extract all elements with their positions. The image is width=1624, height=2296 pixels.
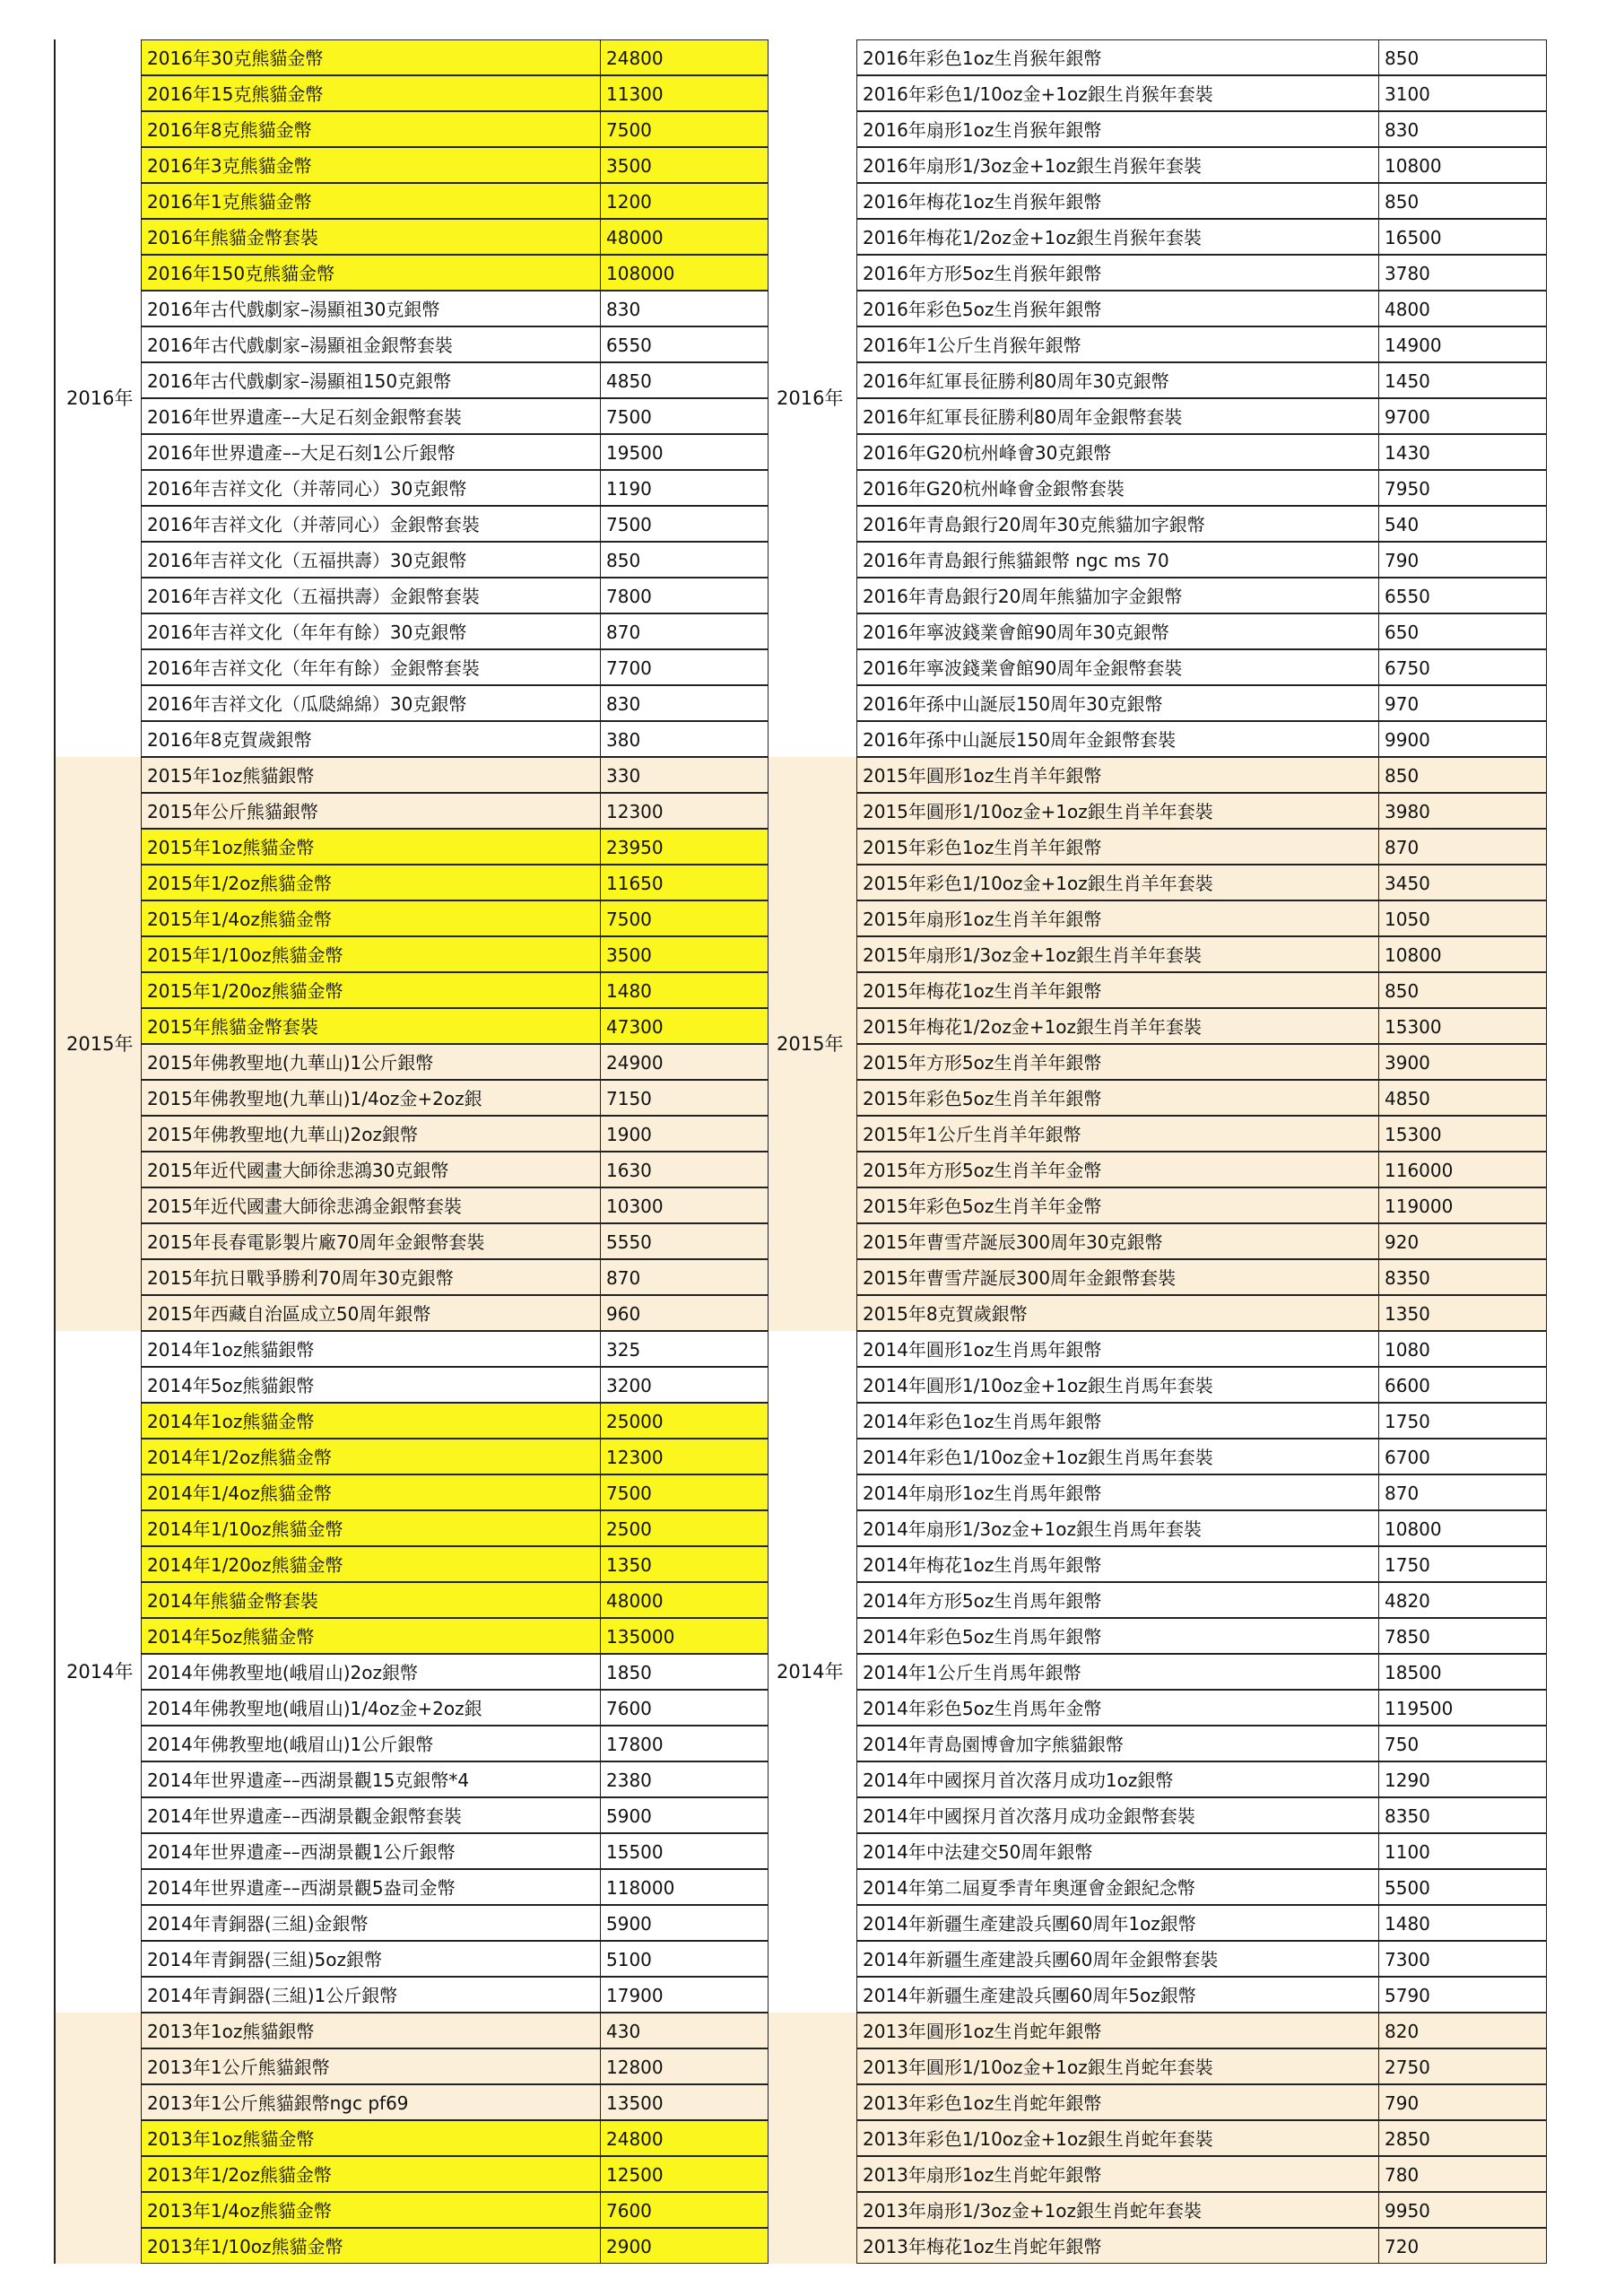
item-name: 2016年吉祥文化（五福拱壽）金銀幣套裝 bbox=[141, 578, 601, 613]
item-price: 5900 bbox=[600, 1905, 769, 1941]
item-name: 2015年1oz熊貓銀幣 bbox=[141, 757, 601, 793]
item-price: 7300 bbox=[1378, 1941, 1547, 1977]
item-name: 2015年彩色1oz生肖羊年銀幣 bbox=[856, 829, 1379, 865]
item-name: 2015年近代國畫大師徐悲鴻30克銀幣 bbox=[141, 1152, 601, 1187]
item-price: 1450 bbox=[1378, 362, 1547, 398]
item-name: 2014年中國探月首次落月成功金銀幣套裝 bbox=[856, 1797, 1379, 1833]
item-name: 2014年5oz熊貓銀幣 bbox=[141, 1367, 601, 1403]
item-price: 830 bbox=[600, 291, 769, 326]
item-price: 11300 bbox=[600, 75, 769, 111]
item-name: 2014年新疆生產建設兵團60周年1oz銀幣 bbox=[856, 1905, 1379, 1941]
item-price: 1480 bbox=[1378, 1905, 1547, 1941]
item-name: 2014年中國探月首次落月成功1oz銀幣 bbox=[856, 1761, 1379, 1797]
item-price: 8350 bbox=[1378, 1259, 1547, 1295]
item-price: 5100 bbox=[600, 1941, 769, 1977]
item-name: 2014年彩色5oz生肖馬年銀幣 bbox=[856, 1618, 1379, 1654]
item-price: 1350 bbox=[1378, 1295, 1547, 1331]
item-price: 1200 bbox=[600, 183, 769, 219]
item-price: 7150 bbox=[600, 1080, 769, 1116]
item-price: 5500 bbox=[1378, 1869, 1547, 1905]
item-price: 650 bbox=[1378, 613, 1547, 649]
item-price: 1050 bbox=[1378, 900, 1547, 936]
item-price: 4850 bbox=[1378, 1080, 1547, 1116]
item-name: 2016年方形5oz生肖猴年銀幣 bbox=[856, 255, 1379, 291]
item-name: 2016年孫中山誕辰150周年金銀幣套裝 bbox=[856, 721, 1379, 757]
item-name: 2016年150克熊貓金幣 bbox=[141, 255, 601, 291]
item-name: 2014年1/10oz熊貓金幣 bbox=[141, 1510, 601, 1546]
item-price: 3500 bbox=[600, 936, 769, 972]
item-price: 12300 bbox=[600, 1439, 769, 1474]
item-price: 1900 bbox=[600, 1116, 769, 1152]
item-price: 3450 bbox=[1378, 865, 1547, 900]
item-price: 830 bbox=[600, 685, 769, 721]
item-name: 2015年圓形1oz生肖羊年銀幣 bbox=[856, 757, 1379, 793]
item-name: 2016年扇形1oz生肖猴年銀幣 bbox=[856, 111, 1379, 147]
item-name: 2013年彩色1oz生肖蛇年銀幣 bbox=[856, 2084, 1379, 2120]
item-name: 2014年方形5oz生肖馬年銀幣 bbox=[856, 1582, 1379, 1618]
item-price: 118000 bbox=[600, 1869, 769, 1905]
item-name: 2015年扇形1/3oz金+1oz銀生肖羊年套裝 bbox=[856, 936, 1379, 972]
item-name: 2016年寧波錢業會館90周年金銀幣套裝 bbox=[856, 649, 1379, 685]
item-price: 1750 bbox=[1378, 1546, 1547, 1582]
year-band-left bbox=[54, 2013, 141, 2264]
item-name: 2016年吉祥文化（年年有餘）30克銀幣 bbox=[141, 613, 601, 649]
item-name: 2014年世界遺產––西湖景觀1公斤銀幣 bbox=[141, 1833, 601, 1869]
item-price: 3780 bbox=[1378, 255, 1547, 291]
item-name: 2016年梅花1/2oz金+1oz銀生肖猴年套裝 bbox=[856, 219, 1379, 255]
item-name: 2014年新疆生產建設兵團60周年金銀幣套裝 bbox=[856, 1941, 1379, 1977]
item-price: 14900 bbox=[1378, 326, 1547, 362]
item-name: 2015年公斤熊貓銀幣 bbox=[141, 793, 601, 829]
item-price: 7500 bbox=[600, 1474, 769, 1510]
item-price: 830 bbox=[1378, 111, 1547, 147]
item-name: 2016年G20杭州峰會30克銀幣 bbox=[856, 434, 1379, 470]
item-name: 2015年熊貓金幣套裝 bbox=[141, 1008, 601, 1044]
item-name: 2013年1/4oz熊貓金幣 bbox=[141, 2192, 601, 2228]
item-price: 24900 bbox=[600, 1044, 769, 1080]
item-name: 2016年1克熊貓金幣 bbox=[141, 183, 601, 219]
item-price: 9900 bbox=[1378, 721, 1547, 757]
item-price: 9700 bbox=[1378, 398, 1547, 434]
item-name: 2015年梅花1oz生肖羊年銀幣 bbox=[856, 972, 1379, 1008]
item-name: 2014年青島園博會加字熊貓銀幣 bbox=[856, 1726, 1379, 1761]
item-name: 2014年1/4oz熊貓金幣 bbox=[141, 1474, 601, 1510]
item-price: 870 bbox=[600, 1259, 769, 1295]
item-name: 2016年1公斤生肖猴年銀幣 bbox=[856, 326, 1379, 362]
item-price: 10800 bbox=[1378, 1510, 1547, 1546]
item-name: 2015年1/2oz熊貓金幣 bbox=[141, 865, 601, 900]
item-name: 2014年彩色1oz生肖馬年銀幣 bbox=[856, 1403, 1379, 1439]
item-price: 5550 bbox=[600, 1223, 769, 1259]
item-price: 7700 bbox=[600, 649, 769, 685]
item-price: 1480 bbox=[600, 972, 769, 1008]
item-name: 2013年扇形1/3oz金+1oz銀生肖蛇年套裝 bbox=[856, 2192, 1379, 2228]
item-price: 48000 bbox=[600, 219, 769, 255]
item-name: 2014年世界遺產––西湖景觀5盎司金幣 bbox=[141, 1869, 601, 1905]
item-name: 2016年彩色5oz生肖猴年銀幣 bbox=[856, 291, 1379, 326]
item-price: 970 bbox=[1378, 685, 1547, 721]
item-price: 3200 bbox=[600, 1367, 769, 1403]
item-price: 870 bbox=[600, 613, 769, 649]
item-name: 2016年彩色1/10oz金+1oz銀生肖猴年套裝 bbox=[856, 75, 1379, 111]
year-band-right bbox=[769, 2013, 856, 2264]
item-name: 2014年1公斤生肖馬年銀幣 bbox=[856, 1654, 1379, 1690]
item-name: 2014年中法建交50周年銀幣 bbox=[856, 1833, 1379, 1869]
item-name: 2015年方形5oz生肖羊年銀幣 bbox=[856, 1044, 1379, 1080]
item-name: 2015年圓形1/10oz金+1oz銀生肖羊年套裝 bbox=[856, 793, 1379, 829]
item-name: 2014年圓形1oz生肖馬年銀幣 bbox=[856, 1331, 1379, 1367]
item-price: 7500 bbox=[600, 900, 769, 936]
item-price: 48000 bbox=[600, 1582, 769, 1618]
item-price: 1290 bbox=[1378, 1761, 1547, 1797]
item-price: 3900 bbox=[1378, 1044, 1547, 1080]
item-name: 2014年5oz熊貓金幣 bbox=[141, 1618, 601, 1654]
item-price: 116000 bbox=[1378, 1152, 1547, 1187]
item-name: 2015年近代國畫大師徐悲鴻金銀幣套裝 bbox=[141, 1187, 601, 1223]
item-price: 16500 bbox=[1378, 219, 1547, 255]
item-name: 2016年30克熊貓金幣 bbox=[141, 39, 601, 75]
item-name: 2016年8克熊貓金幣 bbox=[141, 111, 601, 147]
item-name: 2013年1/10oz熊貓金幣 bbox=[141, 2228, 601, 2264]
item-name: 2013年圓形1oz生肖蛇年銀幣 bbox=[856, 2013, 1379, 2048]
item-name: 2014年佛教聖地(峨眉山)2oz銀幣 bbox=[141, 1654, 601, 1690]
item-name: 2016年青島銀行熊貓銀幣 ngc ms 70 bbox=[856, 542, 1379, 578]
year-label-right: 2014年 bbox=[777, 1661, 844, 1683]
item-name: 2015年西藏自治區成立50周年銀幣 bbox=[141, 1295, 601, 1331]
item-name: 2015年佛教聖地(九華山)2oz銀幣 bbox=[141, 1116, 601, 1152]
item-price: 10800 bbox=[1378, 936, 1547, 972]
item-price: 3500 bbox=[600, 147, 769, 183]
item-price: 7850 bbox=[1378, 1618, 1547, 1654]
item-name: 2013年彩色1/10oz金+1oz銀生肖蛇年套裝 bbox=[856, 2120, 1379, 2156]
item-name: 2014年1/20oz熊貓金幣 bbox=[141, 1546, 601, 1582]
item-price: 7600 bbox=[600, 1690, 769, 1726]
item-name: 2016年吉祥文化（年年有餘）金銀幣套裝 bbox=[141, 649, 601, 685]
item-price: 2380 bbox=[600, 1761, 769, 1797]
item-name: 2016年世界遺產––大足石刻金銀幣套裝 bbox=[141, 398, 601, 434]
item-name: 2015年佛教聖地(九華山)1公斤銀幣 bbox=[141, 1044, 601, 1080]
item-name: 2014年佛教聖地(峨眉山)1/4oz金+2oz銀 bbox=[141, 1690, 601, 1726]
item-price: 790 bbox=[1378, 2084, 1547, 2120]
item-name: 2015年曹雪芹誕辰300周年金銀幣套裝 bbox=[856, 1259, 1379, 1295]
year-label-left: 2015年 bbox=[66, 1033, 134, 1055]
item-name: 2015年1oz熊貓金幣 bbox=[141, 829, 601, 865]
item-price: 4800 bbox=[1378, 291, 1547, 326]
item-price: 1350 bbox=[600, 1546, 769, 1582]
year-label-right: 2016年 bbox=[777, 387, 844, 409]
item-price: 17800 bbox=[600, 1726, 769, 1761]
item-name: 2016年吉祥文化（并蒂同心）30克銀幣 bbox=[141, 470, 601, 506]
item-price: 3980 bbox=[1378, 793, 1547, 829]
item-price: 10800 bbox=[1378, 147, 1547, 183]
item-name: 2014年圓形1/10oz金+1oz銀生肖馬年套裝 bbox=[856, 1367, 1379, 1403]
item-price: 7800 bbox=[600, 578, 769, 613]
item-price: 960 bbox=[600, 1295, 769, 1331]
item-name: 2016年彩色1oz生肖猴年銀幣 bbox=[856, 39, 1379, 75]
item-price: 1100 bbox=[1378, 1833, 1547, 1869]
item-price: 850 bbox=[1378, 183, 1547, 219]
item-name: 2015年梅花1/2oz金+1oz銀生肖羊年套裝 bbox=[856, 1008, 1379, 1044]
item-price: 2850 bbox=[1378, 2120, 1547, 2156]
item-price: 920 bbox=[1378, 1223, 1547, 1259]
item-price: 23950 bbox=[600, 829, 769, 865]
item-name: 2013年1oz熊貓銀幣 bbox=[141, 2013, 601, 2048]
item-name: 2015年彩色5oz生肖羊年銀幣 bbox=[856, 1080, 1379, 1116]
item-name: 2014年扇形1/3oz金+1oz銀生肖馬年套裝 bbox=[856, 1510, 1379, 1546]
item-name: 2016年吉祥文化（瓜瓞綿綿）30克銀幣 bbox=[141, 685, 601, 721]
item-name: 2016年扇形1/3oz金+1oz銀生肖猴年套裝 bbox=[856, 147, 1379, 183]
item-price: 850 bbox=[1378, 972, 1547, 1008]
item-price: 108000 bbox=[600, 255, 769, 291]
item-price: 15300 bbox=[1378, 1008, 1547, 1044]
item-name: 2016年寧波錢業會館90周年30克銀幣 bbox=[856, 613, 1379, 649]
item-name: 2016年吉祥文化（五福拱壽）30克銀幣 bbox=[141, 542, 601, 578]
item-name: 2013年1oz熊貓金幣 bbox=[141, 2120, 601, 2156]
item-name: 2016年青島銀行20周年30克熊貓加字銀幣 bbox=[856, 506, 1379, 542]
item-price: 4850 bbox=[600, 362, 769, 398]
item-name: 2015年彩色5oz生肖羊年金幣 bbox=[856, 1187, 1379, 1223]
item-name: 2015年方形5oz生肖羊年金幣 bbox=[856, 1152, 1379, 1187]
item-price: 820 bbox=[1378, 2013, 1547, 2048]
item-price: 430 bbox=[600, 2013, 769, 2048]
item-price: 850 bbox=[1378, 757, 1547, 793]
item-price: 119500 bbox=[1378, 1690, 1547, 1726]
item-price: 2900 bbox=[600, 2228, 769, 2264]
item-name: 2014年世界遺產––西湖景觀15克銀幣*4 bbox=[141, 1761, 601, 1797]
item-price: 5900 bbox=[600, 1797, 769, 1833]
item-name: 2013年1公斤熊貓銀幣ngc pf69 bbox=[141, 2084, 601, 2120]
item-price: 13500 bbox=[600, 2084, 769, 2120]
item-name: 2015年佛教聖地(九華山)1/4oz金+2oz銀 bbox=[141, 1080, 601, 1116]
item-name: 2013年圓形1/10oz金+1oz銀生肖蛇年套裝 bbox=[856, 2048, 1379, 2084]
item-price: 1430 bbox=[1378, 434, 1547, 470]
item-price: 8350 bbox=[1378, 1797, 1547, 1833]
item-price: 6550 bbox=[600, 326, 769, 362]
item-name: 2016年紅軍長征勝利80周年30克銀幣 bbox=[856, 362, 1379, 398]
item-price: 6700 bbox=[1378, 1439, 1547, 1474]
item-price: 135000 bbox=[600, 1618, 769, 1654]
item-price: 15500 bbox=[600, 1833, 769, 1869]
item-price: 1630 bbox=[600, 1152, 769, 1187]
item-price: 1190 bbox=[600, 470, 769, 506]
item-price: 2750 bbox=[1378, 2048, 1547, 2084]
item-price: 12300 bbox=[600, 793, 769, 829]
item-name: 2016年古代戲劇家–湯顯祖150克銀幣 bbox=[141, 362, 601, 398]
item-name: 2014年熊貓金幣套裝 bbox=[141, 1582, 601, 1618]
item-price: 870 bbox=[1378, 829, 1547, 865]
item-price: 7600 bbox=[600, 2192, 769, 2228]
item-price: 2500 bbox=[600, 1510, 769, 1546]
item-price: 1750 bbox=[1378, 1403, 1547, 1439]
item-name: 2013年1公斤熊貓銀幣 bbox=[141, 2048, 601, 2084]
item-price: 7950 bbox=[1378, 470, 1547, 506]
year-label-left: 2016年 bbox=[66, 387, 134, 409]
item-price: 540 bbox=[1378, 506, 1547, 542]
item-price: 850 bbox=[1378, 39, 1547, 75]
item-price: 17900 bbox=[600, 1977, 769, 2013]
item-price: 9950 bbox=[1378, 2192, 1547, 2228]
item-price: 1850 bbox=[600, 1654, 769, 1690]
item-name: 2016年孫中山誕辰150周年30克銀幣 bbox=[856, 685, 1379, 721]
item-price: 7500 bbox=[600, 506, 769, 542]
item-name: 2016年梅花1oz生肖猴年銀幣 bbox=[856, 183, 1379, 219]
item-name: 2016年古代戲劇家–湯顯祖30克銀幣 bbox=[141, 291, 601, 326]
item-price: 6600 bbox=[1378, 1367, 1547, 1403]
item-name: 2014年第二屆夏季青年奧運會金銀紀念幣 bbox=[856, 1869, 1379, 1905]
item-name: 2016年紅軍長征勝利80周年金銀幣套裝 bbox=[856, 398, 1379, 434]
item-price: 850 bbox=[600, 542, 769, 578]
item-price: 6750 bbox=[1378, 649, 1547, 685]
item-price: 780 bbox=[1378, 2156, 1547, 2192]
item-name: 2014年1oz熊貓金幣 bbox=[141, 1403, 601, 1439]
item-name: 2015年扇形1oz生肖羊年銀幣 bbox=[856, 900, 1379, 936]
item-price: 720 bbox=[1378, 2228, 1547, 2264]
item-name: 2016年G20杭州峰會金銀幣套裝 bbox=[856, 470, 1379, 506]
item-name: 2016年3克熊貓金幣 bbox=[141, 147, 601, 183]
item-name: 2016年15克熊貓金幣 bbox=[141, 75, 601, 111]
item-name: 2014年扇形1oz生肖馬年銀幣 bbox=[856, 1474, 1379, 1510]
item-price: 11650 bbox=[600, 865, 769, 900]
item-price: 325 bbox=[600, 1331, 769, 1367]
item-price: 790 bbox=[1378, 542, 1547, 578]
item-price: 47300 bbox=[600, 1008, 769, 1044]
item-name: 2014年1/2oz熊貓金幣 bbox=[141, 1439, 601, 1474]
item-name: 2014年彩色1/10oz金+1oz銀生肖馬年套裝 bbox=[856, 1439, 1379, 1474]
item-name: 2014年彩色5oz生肖馬年金幣 bbox=[856, 1690, 1379, 1726]
item-name: 2016年吉祥文化（并蒂同心）金銀幣套裝 bbox=[141, 506, 601, 542]
item-price: 4820 bbox=[1378, 1582, 1547, 1618]
item-name: 2015年1/20oz熊貓金幣 bbox=[141, 972, 601, 1008]
item-price: 12800 bbox=[600, 2048, 769, 2084]
item-name: 2015年長春電影製片廠70周年金銀幣套裝 bbox=[141, 1223, 601, 1259]
item-name: 2015年曹雪芹誕辰300周年30克銀幣 bbox=[856, 1223, 1379, 1259]
item-name: 2015年1/4oz熊貓金幣 bbox=[141, 900, 601, 936]
item-name: 2015年抗日戰爭勝利70周年30克銀幣 bbox=[141, 1259, 601, 1295]
year-label-left: 2014年 bbox=[66, 1661, 134, 1683]
item-price: 6550 bbox=[1378, 578, 1547, 613]
item-name: 2014年青銅器(三組)5oz銀幣 bbox=[141, 1941, 601, 1977]
item-price: 3100 bbox=[1378, 75, 1547, 111]
item-price: 750 bbox=[1378, 1726, 1547, 1761]
item-name: 2016年青島銀行20周年熊貓加字金銀幣 bbox=[856, 578, 1379, 613]
item-price: 25000 bbox=[600, 1403, 769, 1439]
item-price: 5790 bbox=[1378, 1977, 1547, 2013]
item-name: 2015年1/10oz熊貓金幣 bbox=[141, 936, 601, 972]
item-price: 380 bbox=[600, 721, 769, 757]
item-name: 2016年世界遺產––大足石刻1公斤銀幣 bbox=[141, 434, 601, 470]
item-price: 24800 bbox=[600, 39, 769, 75]
item-price: 12500 bbox=[600, 2156, 769, 2192]
item-price: 7500 bbox=[600, 398, 769, 434]
item-price: 10300 bbox=[600, 1187, 769, 1223]
item-price: 19500 bbox=[600, 434, 769, 470]
item-price: 15300 bbox=[1378, 1116, 1547, 1152]
item-price: 24800 bbox=[600, 2120, 769, 2156]
item-price: 330 bbox=[600, 757, 769, 793]
item-name: 2015年8克賀歲銀幣 bbox=[856, 1295, 1379, 1331]
item-price: 18500 bbox=[1378, 1654, 1547, 1690]
item-name: 2014年青銅器(三組)1公斤銀幣 bbox=[141, 1977, 601, 2013]
year-label-right: 2015年 bbox=[777, 1033, 844, 1055]
item-name: 2014年新疆生產建設兵團60周年5oz銀幣 bbox=[856, 1977, 1379, 2013]
item-name: 2014年世界遺產––西湖景觀金銀幣套裝 bbox=[141, 1797, 601, 1833]
item-name: 2015年彩色1/10oz金+1oz銀生肖羊年套裝 bbox=[856, 865, 1379, 900]
item-name: 2016年8克賀歲銀幣 bbox=[141, 721, 601, 757]
item-name: 2013年1/2oz熊貓金幣 bbox=[141, 2156, 601, 2192]
item-name: 2015年1公斤生肖羊年銀幣 bbox=[856, 1116, 1379, 1152]
item-price: 870 bbox=[1378, 1474, 1547, 1510]
item-name: 2016年古代戲劇家–湯顯祖金銀幣套裝 bbox=[141, 326, 601, 362]
page-border-left bbox=[54, 39, 56, 2264]
item-price: 1080 bbox=[1378, 1331, 1547, 1367]
item-name: 2014年青銅器(三組)金銀幣 bbox=[141, 1905, 601, 1941]
item-price: 7500 bbox=[600, 111, 769, 147]
item-name: 2014年梅花1oz生肖馬年銀幣 bbox=[856, 1546, 1379, 1582]
item-name: 2013年梅花1oz生肖蛇年銀幣 bbox=[856, 2228, 1379, 2264]
item-price: 119000 bbox=[1378, 1187, 1547, 1223]
item-name: 2014年1oz熊貓銀幣 bbox=[141, 1331, 601, 1367]
item-name: 2016年熊貓金幣套裝 bbox=[141, 219, 601, 255]
item-name: 2014年佛教聖地(峨眉山)1公斤銀幣 bbox=[141, 1726, 601, 1761]
item-name: 2013年扇形1oz生肖蛇年銀幣 bbox=[856, 2156, 1379, 2192]
